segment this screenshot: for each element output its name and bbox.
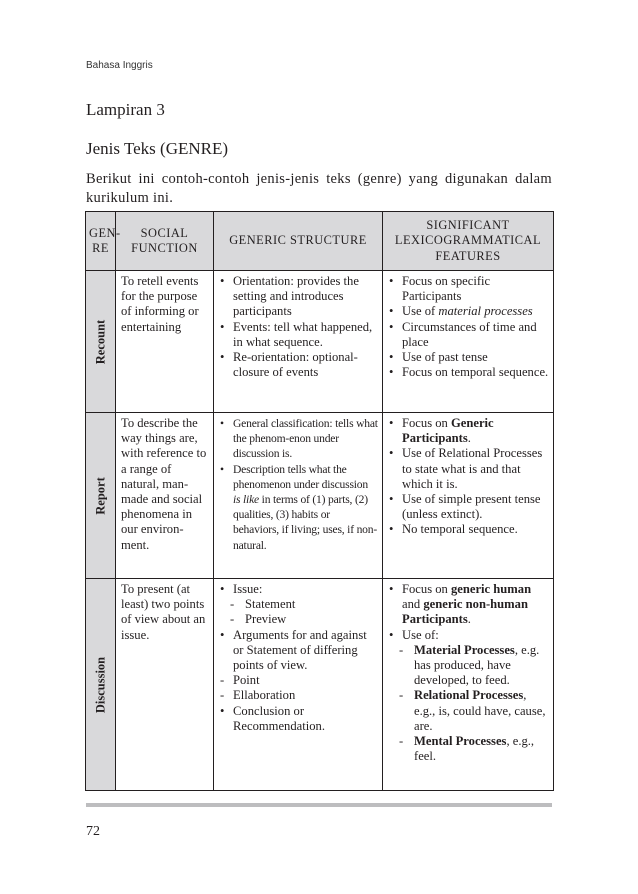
generic-structure-cell	[214, 579, 383, 791]
lexico-features-cell	[383, 271, 554, 413]
list-item: • No temporal sequence.	[388, 522, 549, 537]
list-item: • Orientation: provides the setting and introduces participants	[219, 274, 378, 320]
text-run: in terms of (1) parts, (2) qualities, (3) habits or behaviors, if living; uses, if non-natural.	[233, 493, 378, 552]
social-function-cell: To retell events for the purpose of informing or entertaining	[116, 271, 214, 413]
generic-structure-cell	[214, 413, 383, 579]
list-item: - Statement	[219, 597, 378, 612]
list-item: • General classification: tells what the phenom-enon under discussion is.	[219, 416, 378, 462]
genre-label-cell	[86, 413, 116, 579]
text-emphasis: is like	[233, 493, 259, 507]
lexico-features-cell	[383, 579, 554, 791]
text-run: .	[467, 612, 471, 627]
section-title: Jenis Teks (GENRE)	[86, 139, 229, 158]
text-strong: Generic Participants	[402, 416, 494, 446]
text-run: , e.g., is, could have, cause, are.	[414, 688, 546, 733]
list-item	[388, 582, 549, 628]
list-item	[388, 688, 549, 734]
list-item: - Preview	[219, 612, 378, 627]
list-item	[388, 734, 549, 764]
text-strong: Material Processes	[414, 642, 515, 657]
list-item: • Use of past tense	[388, 350, 549, 365]
text-run: , e.g. has produced, have developed, to feed.	[414, 642, 540, 688]
running-head: Bahasa Inggris	[86, 60, 153, 71]
lexico-features-cell	[383, 413, 554, 579]
text-run: Issue:	[233, 582, 263, 596]
list-item	[219, 462, 378, 553]
list-item	[388, 416, 549, 446]
text-strong: Mental Processes	[414, 734, 507, 749]
text-strong: Relational Processes	[414, 688, 524, 703]
header-generic-structure: GENERIC STRUCTURE	[214, 212, 383, 271]
table-row	[86, 271, 554, 413]
text-run: Focus on	[402, 582, 451, 596]
genre-table	[85, 211, 554, 791]
list-item: • Focus on temporal sequence.	[388, 365, 549, 380]
list-item	[388, 304, 549, 319]
list-item	[388, 643, 549, 689]
table-row	[86, 413, 554, 579]
genre-label: Discussion	[92, 656, 107, 713]
social-function-cell: To present (at least) two points of view about an issue.	[116, 579, 214, 791]
text-strong: generic non-human Participants	[402, 597, 528, 627]
footer-rule	[86, 803, 552, 807]
text-run: Description tells what the phenomenon under discussion	[233, 462, 368, 491]
table-row	[86, 579, 554, 791]
text-run: , e.g., feel.	[414, 734, 535, 764]
list-item	[219, 582, 378, 628]
genre-label: Report	[92, 476, 107, 515]
text-run: Use of:	[402, 627, 439, 642]
text-run: Focus on	[402, 416, 451, 430]
list-item	[388, 628, 549, 765]
header-genre: GEN-RE	[86, 212, 116, 271]
list-item: • Use of Relational Processes to state what is and that which it is.	[388, 446, 549, 492]
table-header-row	[86, 212, 554, 271]
list-item: • Arguments for and against or Statement of differing points of view.	[219, 628, 378, 674]
text-run: .	[467, 431, 471, 446]
social-function-cell: To describe the way things are, with reference to a range of natural, man-made and social phenomena in our environ-ment.	[116, 413, 214, 579]
text-strong: generic human	[450, 582, 532, 596]
list-item: • Focus on specific Participants	[388, 274, 549, 304]
list-item: • Circumstances of time and place	[388, 320, 549, 350]
genre-label-cell	[86, 271, 116, 413]
generic-structure-cell	[214, 271, 383, 413]
appendix-title: Lampiran 3	[86, 100, 165, 119]
list-item: • Use of simple present tense (unless extinct).	[388, 492, 549, 522]
text-run: Use of	[402, 304, 439, 319]
list-item: • Events: tell what happened, in what sequence.	[219, 320, 378, 350]
genre-label-cell	[86, 579, 116, 791]
genre-label: Recount	[92, 319, 107, 364]
text-run: and	[402, 597, 424, 612]
list-item: • Re-orientation: optional-closure of events	[219, 350, 378, 380]
list-item: - Ellaboration	[219, 688, 378, 703]
page-number: 72	[86, 824, 100, 839]
header-lexicogrammatical-features: SIGNIFICANT LEXICOGRAMMATICAL FEATURES	[383, 212, 554, 271]
text-emphasis: material processes	[438, 304, 533, 319]
list-item: - Point	[219, 673, 378, 688]
intro-paragraph: Berikut ini contoh-contoh jenis-jenis teks (genre) yang digunakan dalam kurikulum ini.	[86, 171, 552, 206]
list-item: • Conclusion or Recommendation.	[219, 704, 378, 734]
header-social-function: SOCIAL FUNCTION	[116, 212, 214, 271]
